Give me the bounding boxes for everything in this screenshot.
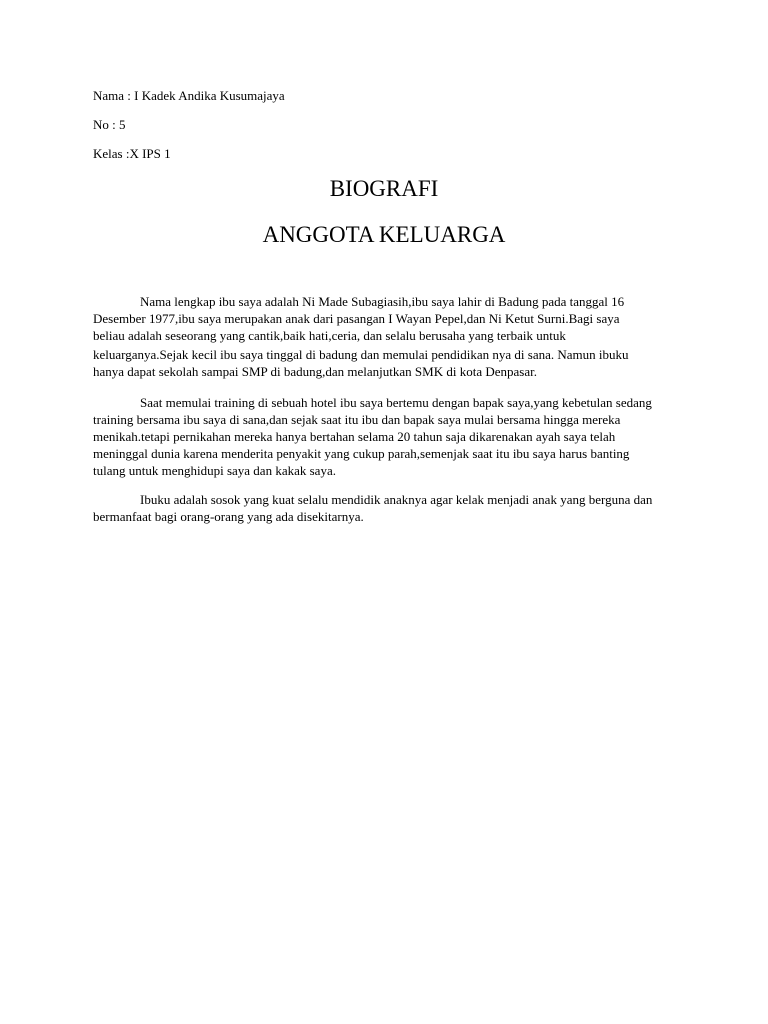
student-class: Kelas :X IPS 1: [93, 146, 171, 161]
paragraph-3: [93, 491, 681, 525]
paragraph-line: Ibuku adalah sosok yang kuat selalu mendidik anaknya agar kelak menjadi anak yang berguna dan: [140, 492, 653, 507]
paragraph-line: beliau adalah seseorang yang cantik,baik hati,ceria, dan selalu berusaha yang terbaik untuk: [93, 328, 566, 343]
paragraph-2: [93, 394, 681, 479]
paragraph-line: tulang untuk menghidupi saya dan kakak saya.: [93, 463, 336, 478]
paragraph-line: Nama lengkap ibu saya adalah Ni Made Subagiasih,ibu saya lahir di Badung pada tanggal 16: [140, 294, 625, 309]
paragraph-line: meninggal dunia karena menderita penyakit yang cukup parah,semenjak saat itu ibu saya harus banting: [93, 446, 630, 461]
document-title: BIOGRAFI: [329, 176, 439, 201]
paragraph-line: Desember 1977,ibu saya merupakan anak dari pasangan I Wayan Pepel,dan Ni Ketut Surni.Bagi saya: [93, 311, 620, 326]
paragraph-line: training bersama ibu saya di sana,dan sejak saat itu ibu dan bapak saya mulai bersama hingga mereka: [93, 412, 621, 427]
paragraph-line: menikah.tetapi pernikahan mereka hanya bertahan selama 20 tahun saja dikarenakan ayah saya telah: [93, 429, 616, 444]
paragraph-line: hanya dapat sekolah sampai SMP di badung,dan melanjutkan SMK di kota Denpasar.: [93, 364, 537, 379]
paragraph-line: bermanfaat bagi orang-orang yang ada disekitarnya.: [93, 509, 364, 524]
paragraph-line: Saat memulai training di sebuah hotel ibu saya bertemu dengan bapak saya,yang kebetulan sedang: [140, 395, 652, 410]
paragraph-1: [93, 293, 681, 380]
student-number: No : 5: [93, 117, 126, 132]
document-subtitle: ANGGOTA KELUARGA: [262, 222, 506, 247]
student-name: Nama : I Kadek Andika Kusumajaya: [93, 88, 285, 103]
paragraph-line: keluarganya.Sejak kecil ibu saya tinggal di badung dan memulai pendidikan nya di sana. Namun ibuku: [93, 347, 629, 362]
